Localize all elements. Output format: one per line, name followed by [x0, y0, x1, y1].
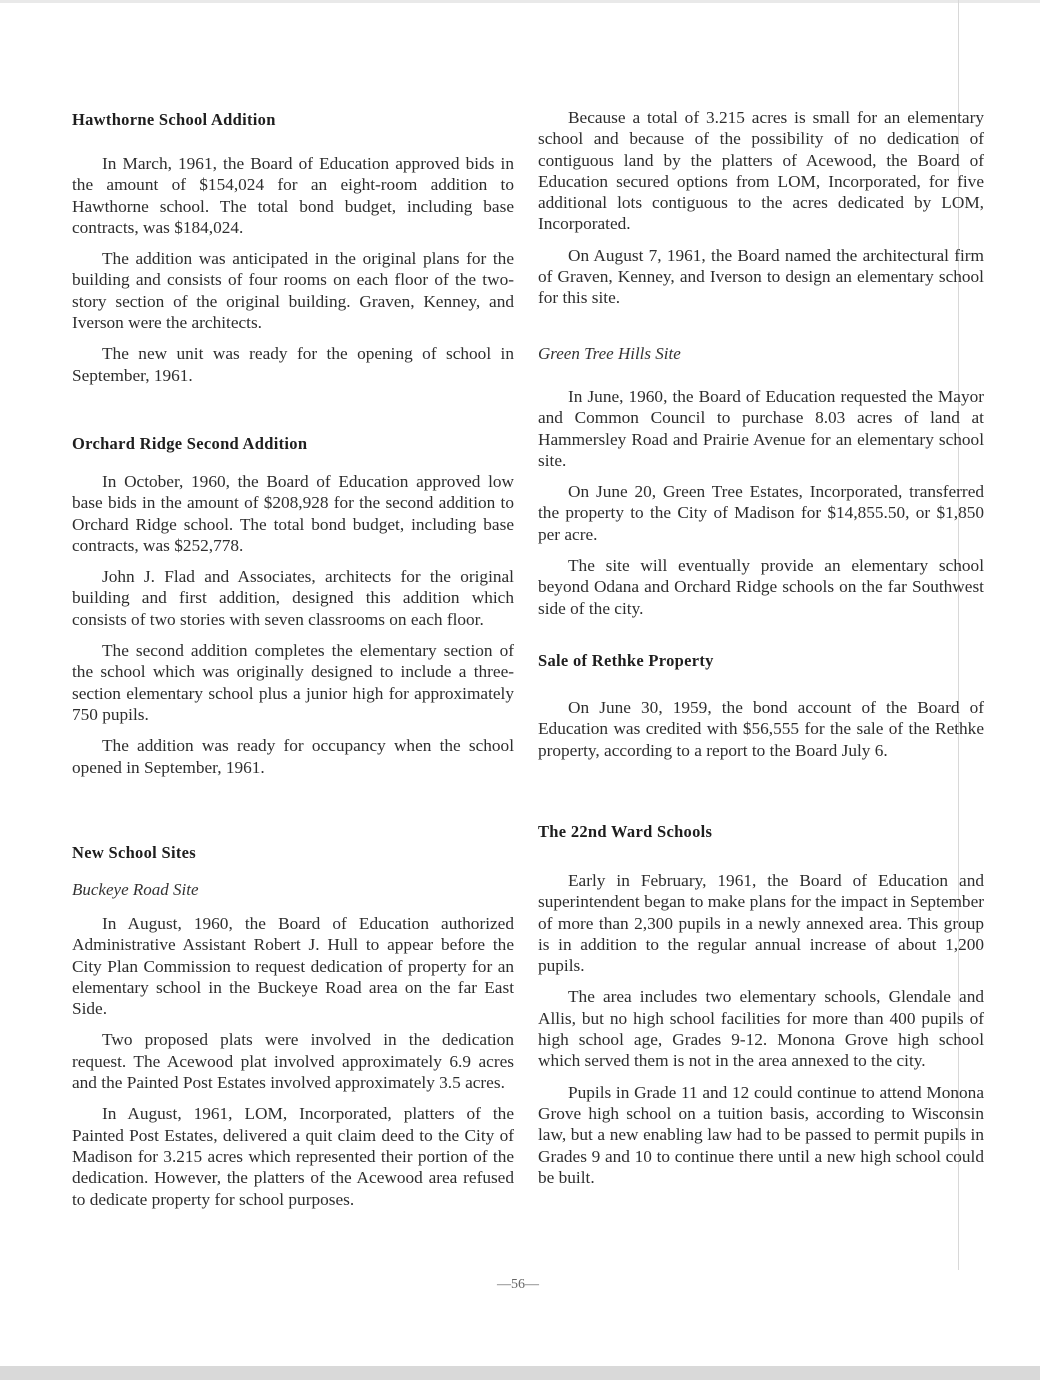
- paragraph: On August 7, 1961, the Board named the architectural firm of Graven, Kenney, and Iverson to design an elementary school for this site.: [538, 245, 984, 308]
- section-heading: Orchard Ridge Second Addition: [72, 434, 308, 453]
- ward22-section: [538, 822, 984, 842]
- paragraph: In August, 1961, LOM, Incorporated, platters of the Painted Post Estates, delivered a quit claim deed to the City of Madison for 3.215 acres which represented their portion of the dedication. However, the platters of the Acewood area refused to dedicate property for school purposes.: [72, 1104, 514, 1209]
- scan-top-edge: [0, 0, 1040, 3]
- hawthorne-body: [72, 153, 514, 386]
- paragraph: The second addition completes the elementary section of the school which was originally designed to include a three-section elementary school plus a junior high for approximately 750 pupils.: [72, 641, 514, 724]
- subsection-heading: Buckeye Road Site: [72, 880, 199, 899]
- paragraph: In March, 1961, the Board of Education approved bids in the amount of $154,024 for an eight-room addition to Hawthorne school. The total bond budget, including base contracts, was $184,024.: [72, 154, 514, 237]
- paragraph: In June, 1960, the Board of Education requested the Mayor and Common Council to purchase 8.03 acres of land at Hammersley Road and Prairie Avenue for an elementary school site.: [538, 387, 984, 470]
- paragraph: Two proposed plats were involved in the dedication request. The Acewood plat involved approximately 6.9 acres and the Painted Post Estates involved approximately 3.5 acres.: [72, 1030, 514, 1093]
- green-tree-subsection: [538, 344, 984, 364]
- paragraph: In October, 1960, the Board of Education approved low base bids in the amount of $208,928 for the second addition to Orchard Ridge school. The total bond budget, including base contracts, was $252,778.: [72, 472, 514, 555]
- green-tree-body: [538, 386, 984, 619]
- paragraph: Because a total of 3.215 acres is small for an elementary school and because of the possibility of no dedication of contiguous land by the platters of Acewood, the Board of Education secured options from LOM, Incorporated, for five additional lots contiguous to the acres dedicated by LOM, Incorporated.: [538, 108, 984, 234]
- paragraph: On June 30, 1959, the bond account of the Board of Education was credited with $56,555 for the sale of the Rethke property, according to a report to the Board July 6.: [538, 698, 984, 760]
- paragraph: Pupils in Grade 11 and 12 could continue to attend Monona Grove high school on a tuition basis, according to Wisconsin law, but a new enabling law had to be passed to permit pupils in Grades 9 and 10 to continue there until a new high school could be built.: [538, 1082, 984, 1187]
- paragraph: The new unit was ready for the opening of school in September, 1961.: [72, 344, 514, 385]
- scan-bottom-edge: [0, 1366, 1040, 1380]
- buckeye-continued: [538, 107, 984, 309]
- hawthorne-section: [72, 110, 514, 130]
- section-heading: Hawthorne School Addition: [72, 110, 276, 129]
- paragraph: The addition was ready for occupancy when the school opened in September, 1961.: [72, 736, 514, 777]
- paragraph: The addition was anticipated in the original plans for the building and consists of four rooms on each floor of the two-story section of the original building. Graven, Kenney, and Iverson were the architects.: [72, 249, 514, 333]
- section-heading: Sale of Rethke Property: [538, 651, 714, 670]
- page-number: —56—: [497, 1277, 539, 1292]
- section-heading: New School Sites: [72, 843, 196, 862]
- orchard-section: [72, 434, 514, 454]
- rethke-section: [538, 651, 984, 671]
- paragraph: Early in February, 1961, the Board of Education and superintendent began to make plans for the impact in September of more than 2,300 pupils in a newly annexed area. This group is in addition to the regular annual increase of about 1,200 pupils.: [538, 871, 984, 976]
- rethke-body: [538, 697, 984, 761]
- paragraph: On June 20, Green Tree Estates, Incorporated, transferred the property to the City of Madison for $14,855.50, or $1,850 per acre.: [538, 482, 984, 544]
- buckeye-subsection: [72, 880, 514, 900]
- buckeye-body: [72, 913, 514, 1210]
- paragraph: The site will eventually provide an elementary school beyond Odana and Orchard Ridge schools on the far Southwest side of the city.: [538, 556, 984, 618]
- orchard-body: [72, 471, 514, 778]
- paragraph: In August, 1960, the Board of Education authorized Administrative Assistant Robert J. Hull to appear before the City Plan Commission to request dedication of property for an elementary school in the Buckeye Road area on the far East Side.: [72, 914, 514, 1019]
- paragraph: John J. Flad and Associates, architects for the original building and first addition, designed this addition which consists of two stories with seven classrooms on each floor.: [72, 567, 514, 629]
- paragraph: The area includes two elementary schools, Glendale and Allis, but no high school facilities for more than 400 pupils of high school age, Grades 9-12. Monona Grove high school which served them is not in the area annexed to the city.: [538, 987, 984, 1071]
- subsection-heading: Green Tree Hills Site: [538, 344, 681, 363]
- section-heading: The 22nd Ward Schools: [538, 822, 713, 841]
- new-sites-section: [72, 843, 514, 863]
- ward22-body: [538, 870, 984, 1188]
